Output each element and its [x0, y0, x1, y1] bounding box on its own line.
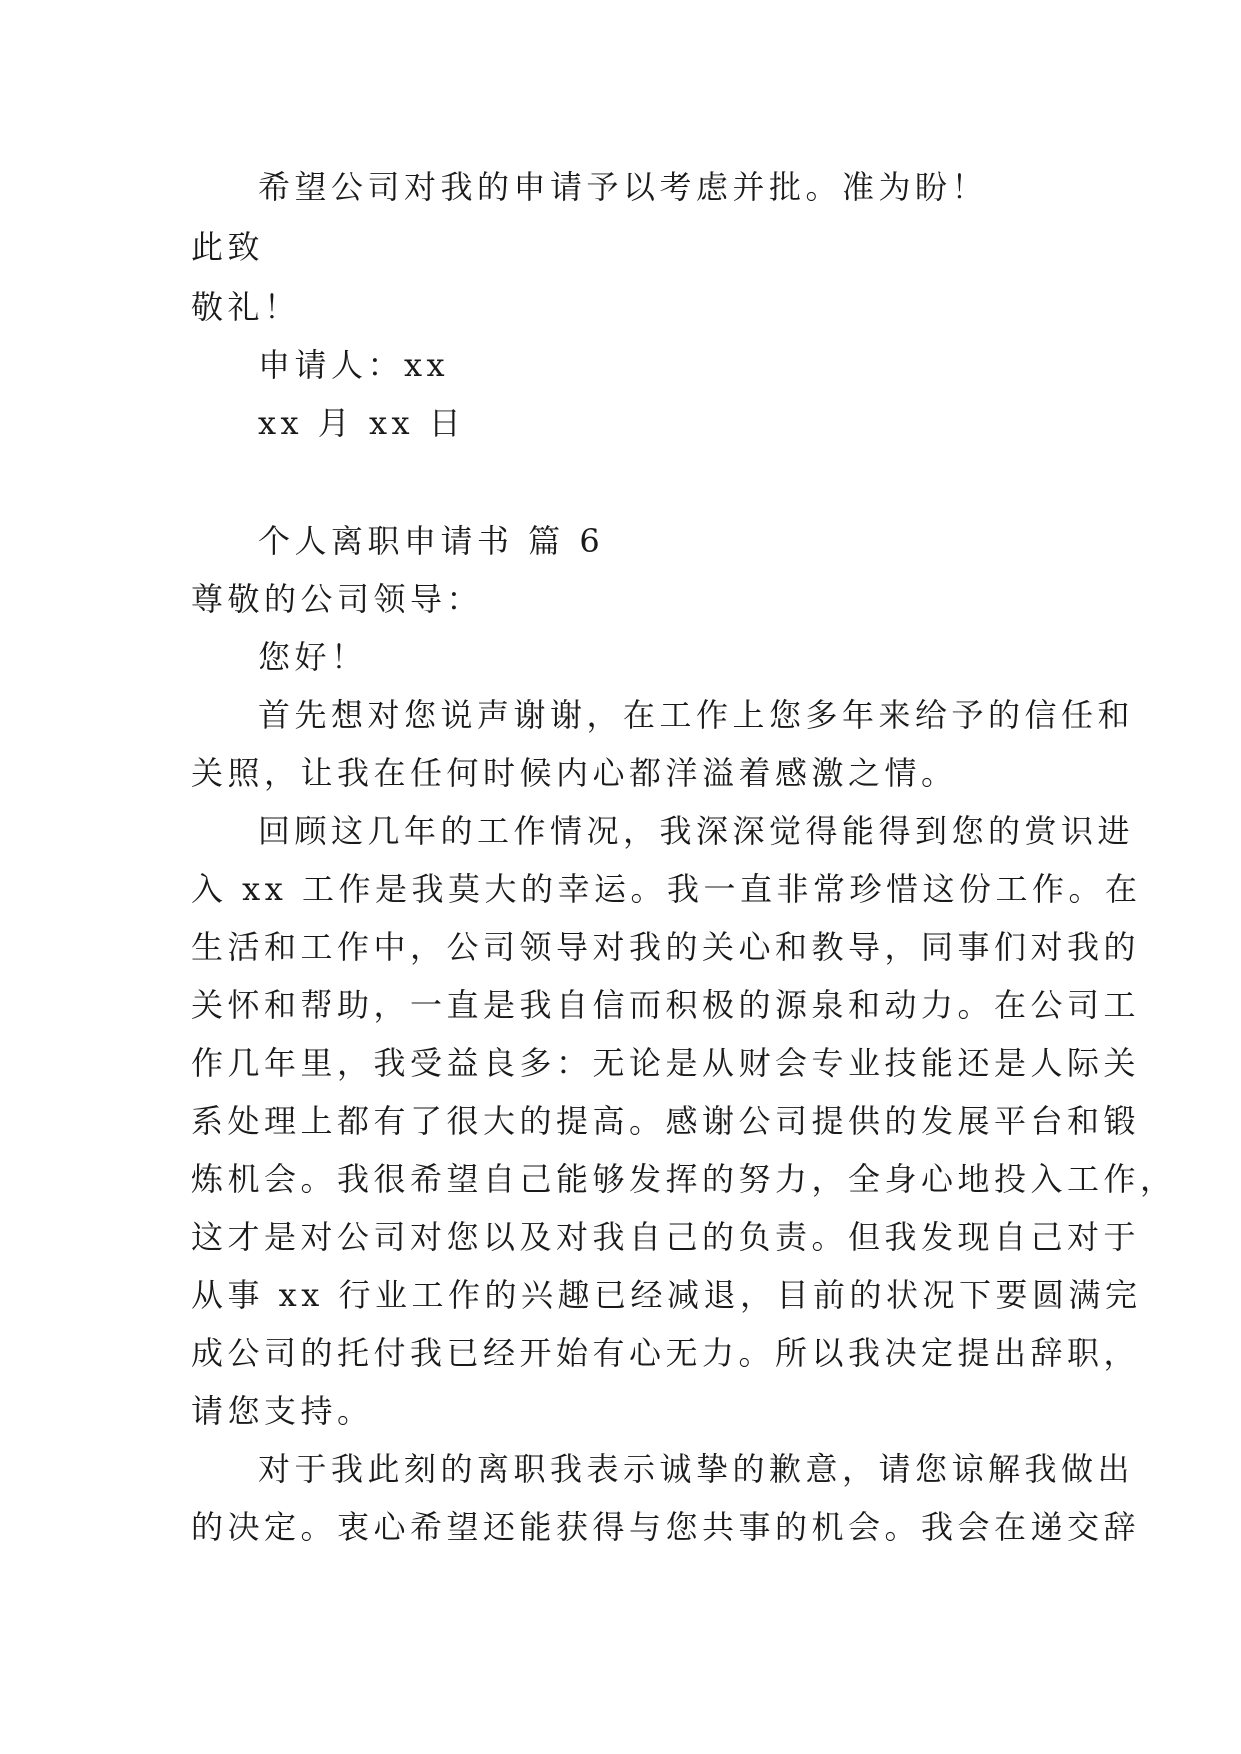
paragraph-line: 首先想对您说声谢谢，在工作上您多年来给予的信任和	[258, 696, 1135, 734]
paragraph-line: 作几年里，我受益良多：无论是从财会专业技能还是人际关	[191, 1044, 1141, 1082]
section-title: 个人离职申请书 篇 6	[258, 522, 605, 560]
salutation-cizhi: 此致	[191, 228, 265, 266]
paragraph-line: 对于我此刻的离职我表示诚挚的歉意，请您谅解我做出	[258, 1450, 1135, 1488]
paragraph-line: 生活和工作中，公司领导对我的关心和教导，同事们对我的	[191, 928, 1141, 966]
paragraph-line: 请您支持。	[191, 1392, 374, 1430]
salutation-jingli: 敬礼！	[191, 288, 301, 326]
paragraph-line: 关怀和帮助，一直是我自信而积极的源泉和动力。在公司工	[191, 986, 1141, 1024]
paragraph-line: 入 xx 工作是我莫大的幸运。我一直非常珍惜这份工作。在	[191, 870, 1142, 908]
closing-request-line: 希望公司对我的申请予以考虑并批。准为盼！	[258, 168, 989, 206]
paragraph-line: 系处理上都有了很大的提高。感谢公司提供的发展平台和锻	[191, 1102, 1141, 1140]
greeting-hello: 您好！	[258, 638, 368, 676]
greeting-recipient: 尊敬的公司领导：	[191, 580, 484, 618]
date-line: xx 月 xx 日	[258, 404, 466, 442]
applicant-line: 申请人：xx	[258, 346, 450, 384]
paragraph-line: 成公司的托付我已经开始有心无力。所以我决定提出辞职，	[191, 1334, 1141, 1372]
paragraph-line: 从事 xx 行业工作的兴趣已经减退，目前的状况下要圆满完	[191, 1276, 1142, 1314]
paragraph-line: 关照，让我在任何时候内心都洋溢着感激之情。	[191, 754, 958, 792]
paragraph-line: 炼机会。我很希望自己能够发挥的努力，全身心地投入工作，	[191, 1160, 1177, 1198]
paragraph-line: 这才是对公司对您以及对我自己的负责。但我发现自己对于	[191, 1218, 1141, 1256]
paragraph-line: 回顾这几年的工作情况，我深深觉得能得到您的赏识进	[258, 812, 1135, 850]
paragraph-line: 的决定。衷心希望还能获得与您共事的机会。我会在递交辞	[191, 1508, 1141, 1546]
